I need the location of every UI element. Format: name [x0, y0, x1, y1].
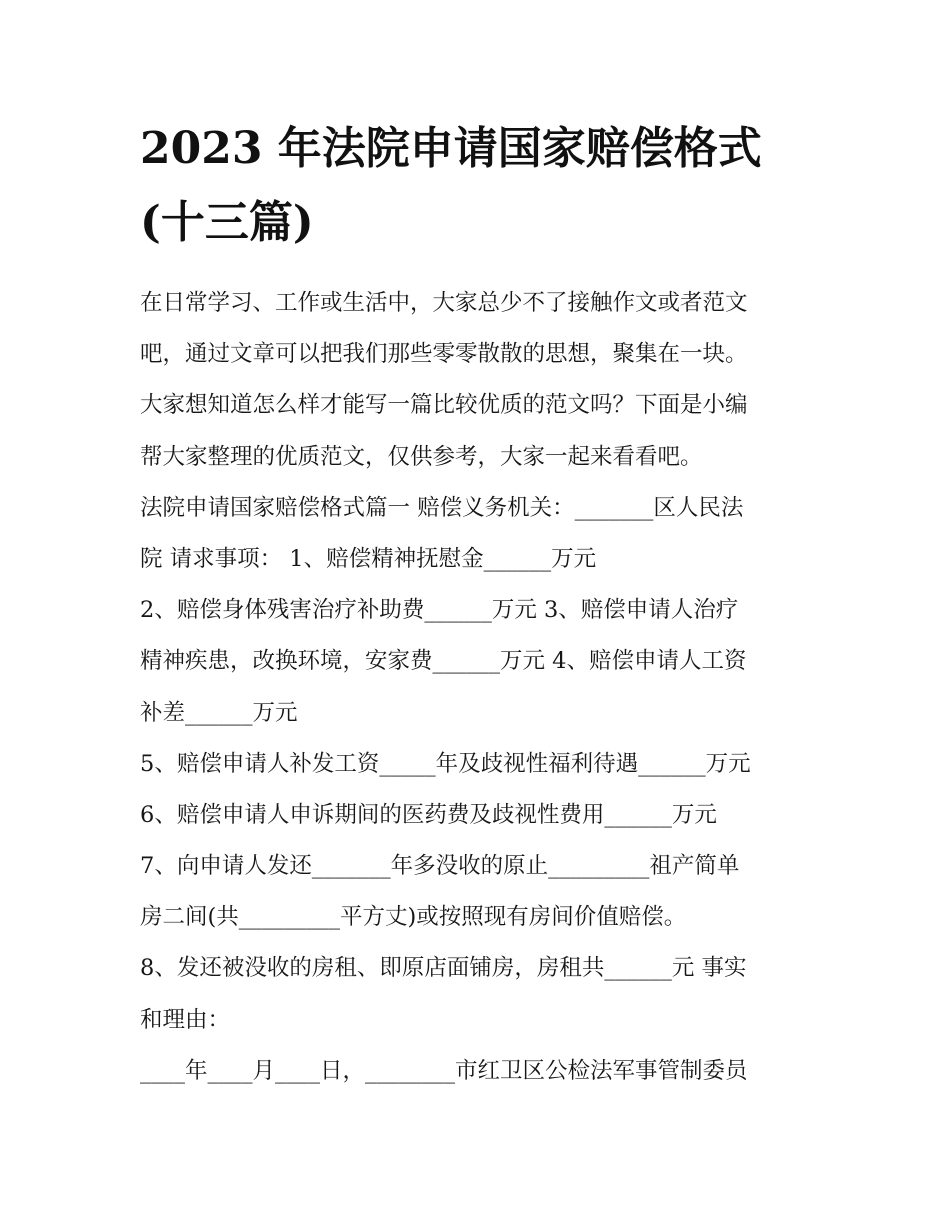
body-line: 精神疾患，改换环境，安家费______万元 4、赔偿申请人工资	[140, 648, 747, 675]
body-line: 6、赔偿申请人申诉期间的医药费及歧视性费用______万元	[140, 801, 717, 828]
body-line: 2、赔偿身体残害治疗补助费______万元 3、赔偿申请人治疗	[140, 597, 739, 624]
body-line: 院 请求事项： 1、赔偿精神抚慰金______万元	[140, 545, 597, 572]
body-line: 补差______万元	[140, 699, 298, 726]
body-line: 房二间(共_________平方丈)或按照现有房间价值赔偿。	[140, 904, 687, 931]
body-line: 吧，通过文章可以把我们那些零零散散的思想，聚集在一块。	[140, 341, 748, 368]
body-line: 8、发还被没收的房租、即原店面铺房，房租共______元 事实	[140, 955, 747, 982]
body-line: 7、向申请人发还_______年多没收的原止_________祖产简单	[140, 853, 740, 880]
body-line: 在日常学习、工作或生活中，大家总少不了接触作文或者范文	[140, 290, 748, 316]
body-line: 5、赔偿申请人补发工资_____年及歧视性福利待遇______万元	[140, 750, 751, 777]
body-line: 大家想知道怎么样才能写一篇比较优质的范文吗？下面是小编	[140, 392, 748, 419]
body-line: 和理由：	[140, 1006, 231, 1033]
body-line: 法院申请国家赔偿格式篇一 赔偿义务机关：_______区人民法	[140, 494, 744, 521]
body-line: ____年____月____日，________市红卫区公检法军事管制委员	[140, 1057, 748, 1084]
body-line: 帮大家整理的优质范文，仅供参考，大家一起来看看吧。	[140, 443, 703, 470]
document-title	[140, 112, 830, 260]
document-body	[140, 278, 830, 1097]
title-line: (十三篇)	[140, 197, 314, 248]
title-line: 2023 年法院申请国家赔偿格式	[140, 123, 762, 174]
